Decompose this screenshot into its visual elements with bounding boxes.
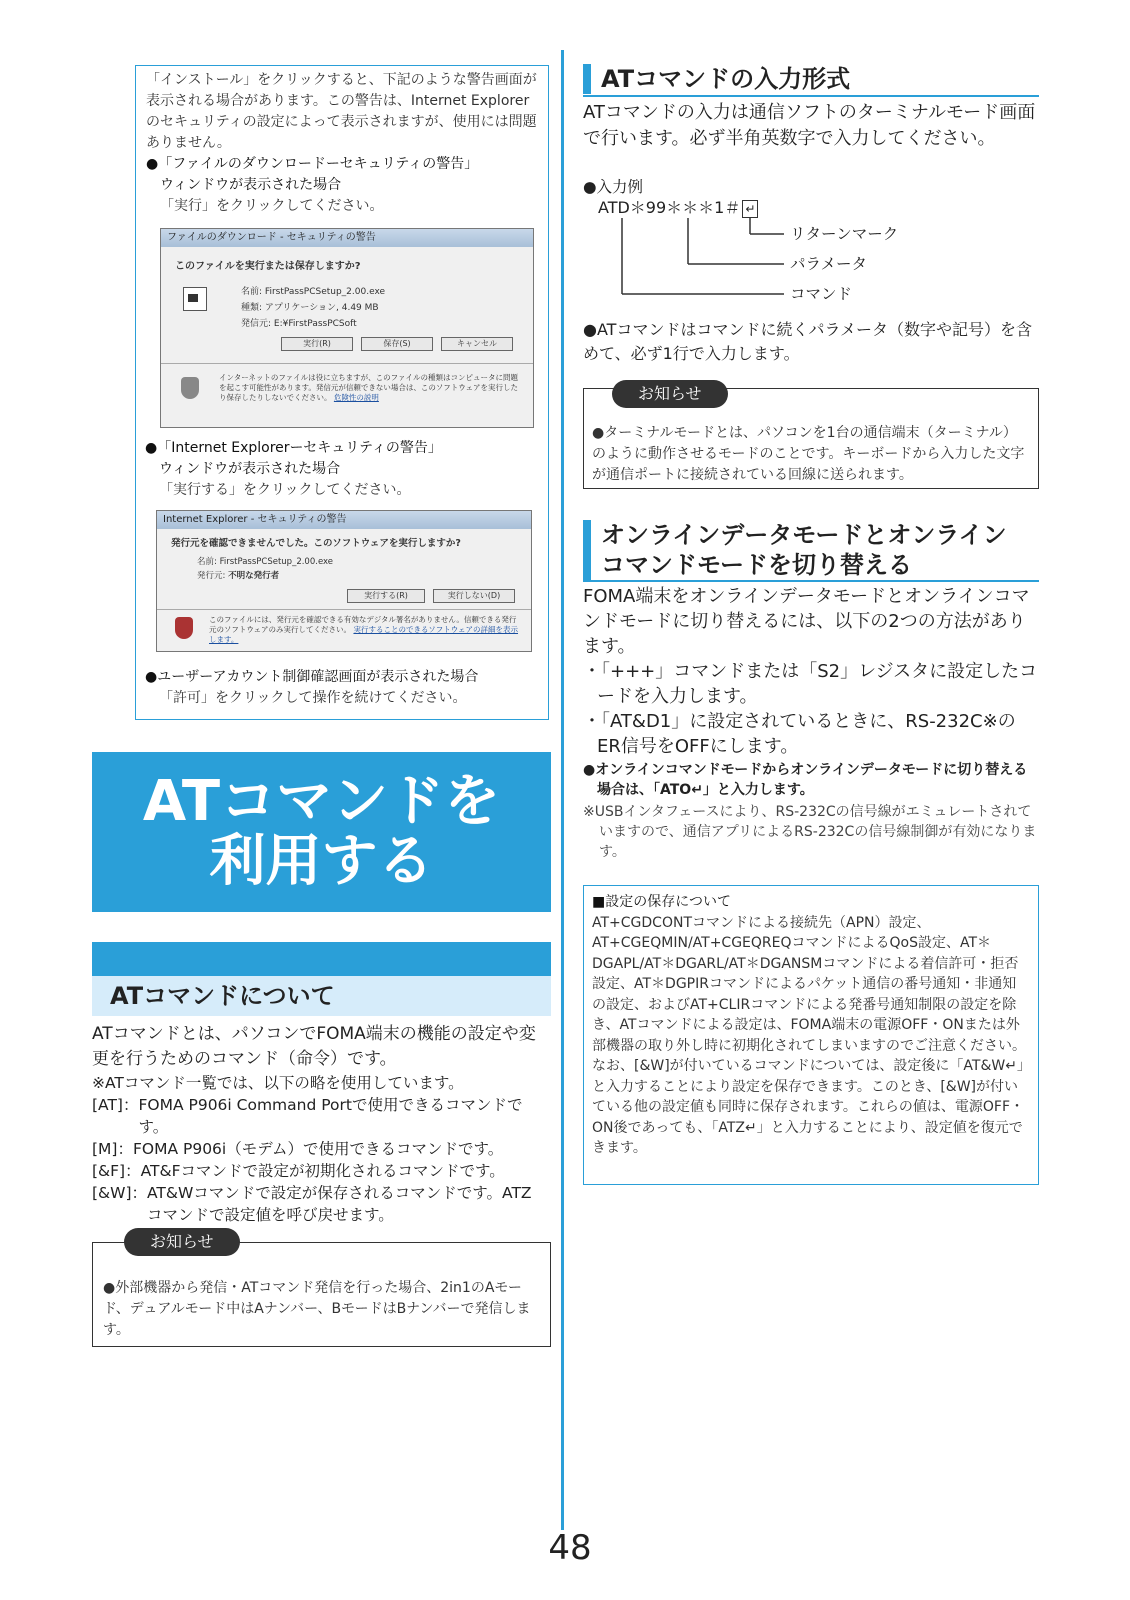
run-button[interactable]: 実行(R) [281, 337, 353, 351]
banner-line1: ATコマンドを [142, 769, 501, 834]
from-label: 発信元: [241, 319, 272, 329]
save-button[interactable]: 保存(S) [361, 337, 433, 351]
shield-warning-icon [175, 617, 193, 639]
dialog-warning: このファイルには、発行元を確認できる有効なデジタル署名がありません。信頼できる発行元のソフトウェアのみ実行してください。 [209, 615, 517, 634]
label-command: コマンド [790, 285, 853, 303]
legend-list [92, 1094, 547, 1226]
cancel-button[interactable]: キャンセル [441, 337, 513, 351]
about-title: ATコマンドについて [92, 976, 551, 1016]
legend-item: [AT]： FOMA P906i Command Portで使用できるコマンドです。 [92, 1096, 523, 1136]
banner-line2: 利用する [209, 829, 434, 894]
switch-title-line1: オンラインデータモードとオンライン [601, 521, 1007, 549]
ie-security-dialog [156, 510, 532, 652]
save-text: AT+CGDCONTコマンドによる接続先（APN）設定、AT+CGEQMIN/AT+CGEQREQコマンドによるQoS設定、AT＊DGAPL/AT＊DGARL/AT＊DGANSMコマンドによる着信許可・拒否設定、AT＊DGPIRコマンドによるパケット通信の番号通知・非通知の設定、およびAT+CLIRコマンドによる発番号通知制限の設定を除き、ATコマンドによる設定は、FOMA端末の電源OFF・ONまたは外部機器の取り外し時に初期化されてしまいますのでご注意ください。なお、[&W]が付いているコマンドについては、設定後に「AT&W↵」と入力することにより設定を保存できます。このとき、[&W]が付いている他の設定値も同時に保存されます。これらの値は、電源OFF・ON後であっても、「ATZ↵」と入力することにより、設定値を復元できます。 [592, 914, 1026, 1156]
legend-intro: ※ATコマンド一覧では、以下の略を使用しています。 [92, 1074, 464, 1092]
dialog-warning: インターネットのファイルは役に立ちますが、このファイルの種類はコンピュータに問題を起こす可能性があります。発信元が信頼できない場合は、このソフトウェアを実行したり保存したりしないでください。 [219, 373, 519, 402]
dialog-question: このファイルを実行または保存しますか? [175, 261, 361, 272]
dialog-title: ファイルのダウンロード - セキュリティの警告 [161, 229, 533, 247]
case3-action: 「許可」をクリックして操作を続けてください。 [159, 690, 467, 706]
save-title: ■設定の保存について [592, 894, 731, 910]
from-value: E:¥FirstPassPCSoft [273, 319, 357, 329]
column-divider [561, 50, 564, 1530]
switch-title-line2: コマンドモードを切り替える [601, 551, 913, 579]
dialog-question: 発行元を確認できませんでした。このソフトウェアを実行しますか? [171, 538, 461, 549]
name-label: 名前: [241, 287, 263, 297]
page-number: 48 [548, 1528, 592, 1568]
legend-item: [M]： FOMA P906i（モデム）で使用できるコマンドです。 [92, 1140, 504, 1158]
format-note: ●ATコマンドはコマンドに続くパラメータ（数字や記号）を含めて、必ず1行で入力します。 [583, 320, 1032, 363]
dialog-title: Internet Explorer - セキュリティの警告 [157, 511, 531, 529]
left-notice-label: お知らせ [124, 1228, 240, 1256]
type-label: 種類: [241, 303, 263, 313]
case1-cont: ウィンドウが表示された場合 [160, 177, 342, 193]
name-value: FirstPassPCSetup_2.00.exe [219, 557, 334, 567]
switch-note: ●オンラインコマンドモードからオンラインデータモードに切り替える場合は、「ATO↵」と入力します。 [583, 762, 1028, 798]
usb-note: ※USBインタフェースにより、RS-232Cの信号線がエミュレートされていますので、通信アプリによるRS-232Cの信号線制御が有効になります。 [583, 804, 1037, 860]
case3-bullet: ●ユーザーアカウント制御確認画面が表示された場合 [145, 669, 479, 685]
run-button[interactable]: 実行する(R) [347, 589, 425, 603]
switch-title [583, 520, 1007, 580]
about-text: ATコマンドとは、パソコンでFOMA端末の機能の設定や変更を行うためのコマンド（命令）です。 [92, 1024, 536, 1069]
example-label: ●入力例 [583, 178, 644, 196]
format-text: ATコマンドの入力は通信ソフトのターミナルモード画面で行います。必ず半角英数字で入力してください。 [583, 102, 1036, 149]
legend-item: [&F]： AT&Fコマンドで設定が初期化されるコマンドです。 [92, 1162, 505, 1180]
case2-bullet: ●「Internet Explorerーセキュリティの警告」 [145, 440, 442, 456]
download-warning-dialog [160, 228, 534, 428]
left-notice-box [92, 1242, 551, 1347]
settings-save-box [583, 885, 1039, 1185]
publisher-label: 発行元: [197, 571, 226, 581]
switch-method-1: ・「+++」コマンドまたは「S2」レジスタに設定したコードを入力します。 [583, 661, 1038, 707]
section-band [92, 942, 551, 976]
risk-link[interactable]: 危険性の説明 [333, 393, 379, 402]
chapter-banner [92, 752, 551, 912]
legend-item: [&W]： AT&Wコマンドで設定が保存されるコマンドです。ATZコマンドで設定値を呼び戻せます。 [92, 1184, 532, 1224]
details-link[interactable]: 実行することのできるソフトウェアの詳細を表示します。 [209, 625, 519, 644]
format-title-underline [583, 95, 1039, 97]
install-intro: 「インストール」をクリックすると、下記のような警告画面が表示される場合があります。この警告は、Internet Explorerのセキュリティの設定によって表示されますが、使用には問題ありません。 [146, 72, 537, 151]
label-return: リターンマーク [790, 225, 899, 243]
switch-text: FOMA端末をオンラインデータモードとオンラインコマンドモードに切り替えるには、以下の2つの方法があります。 [583, 586, 1030, 657]
switch-title-underline [583, 580, 1039, 582]
case2-action: 「実行する」をクリックしてください。 [159, 482, 411, 498]
shield-icon [181, 377, 199, 399]
type-value: アプリケーション, 4.49 MB [264, 303, 379, 313]
return-icon: ↵ [742, 200, 758, 218]
publisher-value: 不明な発行者 [228, 571, 280, 581]
example-cmd-text: ATD＊99＊＊＊1＃ [598, 198, 741, 217]
switch-method-2: ・「AT&D1」に設定されているときに、RS-232C※のER信号をOFFにします。 [583, 711, 1016, 757]
name-label: 名前: [197, 557, 217, 567]
left-notice-text: ●外部機器から発信・ATコマンド発信を行った場合、2in1のAモード、デュアルモード中はAナンバー、BモードはBナンバーで発信します。 [103, 1280, 531, 1338]
right-notice-label: お知らせ [612, 380, 728, 408]
label-param: パラメータ [790, 255, 868, 273]
format-title: ATコマンドの入力形式 [583, 64, 850, 94]
case1-action: 「実行」をクリックしてください。 [160, 198, 384, 214]
right-notice-text: ●ターミナルモードとは、パソコンを1台の通信端末（ターミナル）のように動作させるモードのことです。キーボードから入力した文字が通信ポートに接続されている回線に送られます。 [592, 425, 1025, 483]
case2-cont: ウィンドウが表示された場合 [159, 461, 341, 477]
do-not-run-button[interactable]: 実行しない(D) [433, 589, 515, 603]
name-value: FirstPassPCSetup_2.00.exe [264, 287, 386, 297]
case1-bullet: ●「ファイルのダウンロードーセキュリティの警告」 [146, 156, 479, 172]
file-icon [183, 287, 207, 311]
syntax-diagram-lines [590, 210, 810, 310]
